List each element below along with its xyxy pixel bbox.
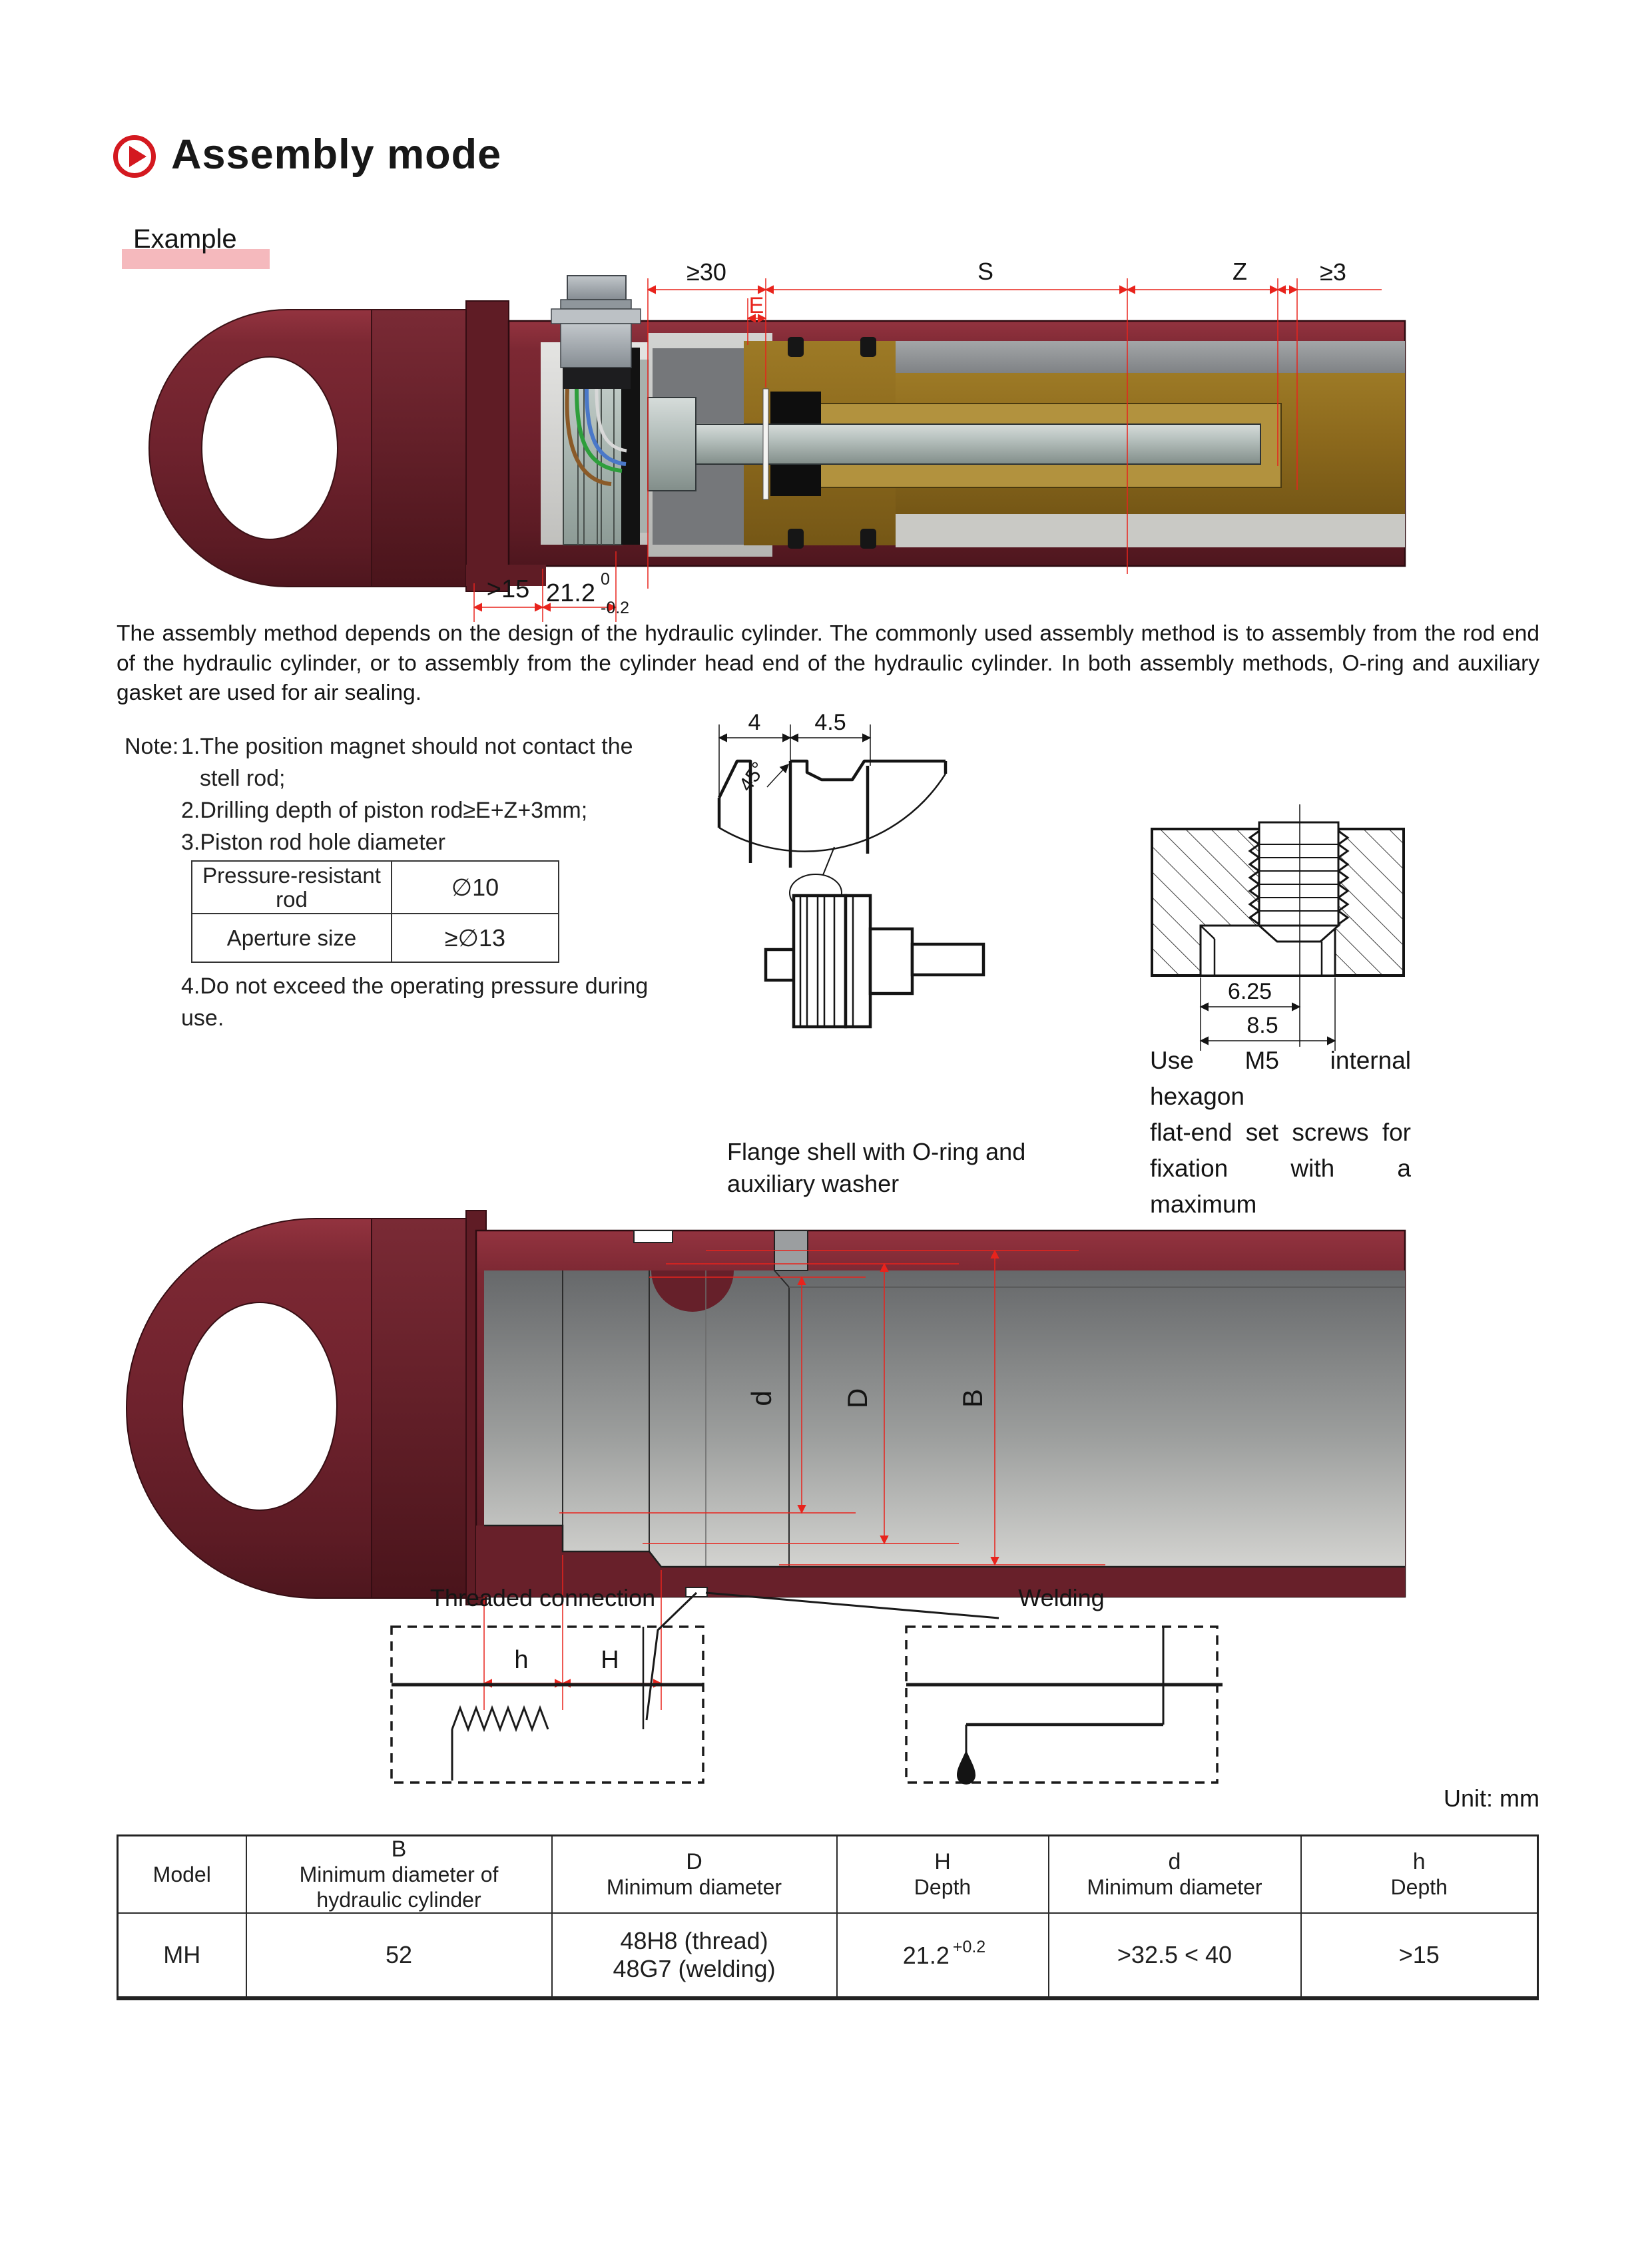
mini-table-row1-label: Pressure-resistant rod (192, 862, 392, 914)
rod-hole-diameter-table (191, 860, 559, 963)
mini-table-row1-value: ∅10 (392, 862, 558, 914)
dim-212-sub: -0.2 (601, 599, 630, 617)
clevis-eye (149, 310, 466, 587)
clevis-eye (127, 1219, 466, 1598)
dim-gt15: >15 (486, 575, 530, 603)
dim-H: H (601, 1646, 619, 1674)
header-b: B Minimum diameter of hydraulic cylinder (246, 1836, 552, 1914)
note-item-2: 2.Drilling depth of piston rod≥E+Z+3mm; (181, 798, 588, 823)
spec-table-data-row (118, 1913, 1538, 1998)
o-ring (788, 529, 804, 549)
groove-dim-45: 4.5 (814, 710, 846, 735)
note-item-4-line-2: use. (181, 1005, 224, 1031)
counterbore (1201, 926, 1338, 976)
note-label: Note: (125, 734, 179, 759)
dim-D: D (842, 1388, 873, 1409)
o-ring (860, 337, 876, 357)
section-play-icon (113, 135, 156, 178)
dim-B: B (957, 1388, 988, 1408)
clevis-junction (466, 301, 509, 591)
o-ring (788, 337, 804, 357)
mini-table-row2-label: Aperture size (192, 914, 392, 962)
dim-85: 8.5 (1246, 1013, 1278, 1038)
dim-s: S (977, 258, 994, 285)
dim-e: E (748, 293, 764, 318)
flange-caption: Flange shell with O-ring and auxiliary washer (727, 1138, 1026, 1197)
groove-dim-4: 4 (748, 710, 761, 735)
header-H: H Depth (837, 1836, 1049, 1914)
set-screw-note: Use M5 internal hexagon flat-end set screws for fixation with a maximum (1150, 1047, 1411, 1218)
mini-table-row2-value: ≥∅13 (444, 924, 506, 952)
note-item-4-line-1: 4.Do not exceed the operating pressure during (181, 974, 649, 999)
cell-d: >32.5 < 40 (1049, 1913, 1301, 1998)
dim-ge3: ≥3 (1320, 258, 1346, 286)
note-item-1-line-2: stell rod; (200, 766, 286, 791)
dim-ge30: ≥30 (687, 258, 726, 286)
o-ring (860, 529, 876, 549)
note-item-1-line-1: 1.The position magnet should not contact the (181, 734, 633, 759)
unit-label: Unit: mm (1444, 1785, 1539, 1812)
spec-table (117, 1834, 1539, 2000)
dim-d: d (746, 1390, 777, 1406)
header-model: Model (118, 1836, 246, 1914)
dim-625: 6.25 (1227, 979, 1272, 1004)
welding-detail (906, 1627, 1223, 1785)
groove-angle-45deg: 45° (734, 758, 770, 796)
cylinder-assembly-drawing-1 (100, 258, 1465, 646)
weld-notch (686, 1587, 707, 1597)
flange-shell (766, 896, 983, 1027)
set-screw-drawing (1125, 792, 1438, 1059)
dim-z: Z (1233, 258, 1247, 285)
spec-table-header-row (118, 1836, 1538, 1914)
threaded-connection-label: Threaded connection (429, 1584, 656, 1611)
dim-212: 21.2 (546, 579, 595, 607)
threaded-connection-detail (392, 1627, 703, 1783)
welding-label: Welding (1018, 1584, 1105, 1611)
header-D: D Minimum diameter (552, 1836, 837, 1914)
cell-b: 52 (246, 1913, 552, 1998)
cylinder-assembly-drawing-2 (100, 1195, 1465, 1798)
set-screw (1250, 822, 1348, 926)
detail-leader (823, 847, 834, 875)
dim-h: h (514, 1646, 529, 1674)
cell-model: MH (118, 1913, 246, 1998)
cylinder-tube (476, 1231, 1405, 1597)
flange-groove-detail-drawing (686, 706, 999, 1132)
cell-D: 48H8 (thread) 48G7 (welding) (552, 1913, 837, 1998)
header-d: d Minimum diameter (1049, 1836, 1301, 1914)
weld-bead-icon (957, 1750, 975, 1785)
dim-212-sup: 0 (601, 570, 610, 589)
page-title: Assembly mode (171, 131, 502, 178)
assembly-paragraph: The assembly method depends on the design of the hydraulic cylinder. The commonly used assembly method is to assembly from the rod end of the hydraulic cylinder, or to assembly from the cylinder head end of the hydraulic cylinder. In both assembly methods, O-ring and auxiliary gasket are used for air sealing. (117, 621, 1539, 705)
leader-lines (647, 1593, 999, 1720)
example-label: Example (133, 224, 237, 254)
cell-h: >15 (1301, 1913, 1538, 1998)
note-item-3: 3.Piston rod hole diameter (181, 830, 445, 855)
header-h: h Depth (1301, 1836, 1538, 1914)
cell-H: 21.2 $^{+0.2}$ (837, 1913, 1049, 1998)
